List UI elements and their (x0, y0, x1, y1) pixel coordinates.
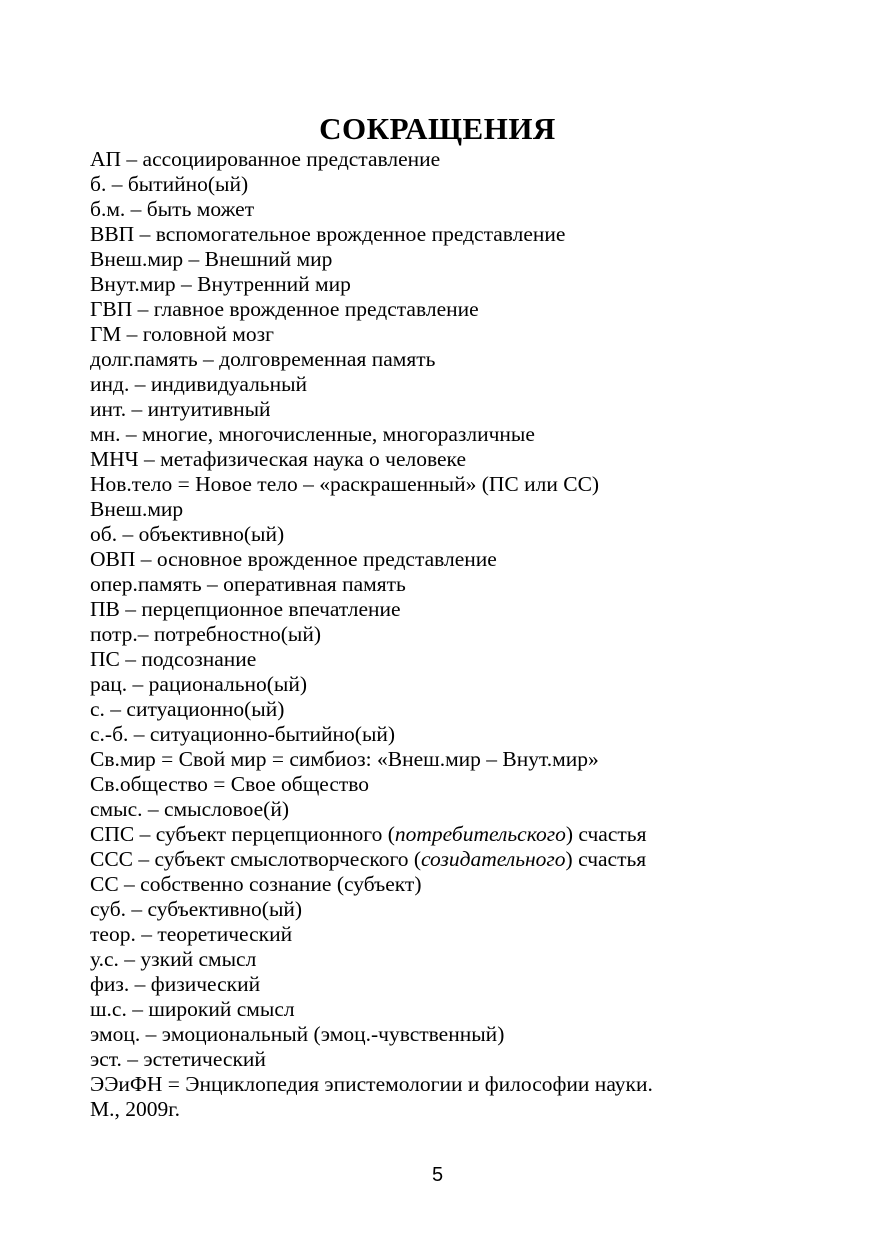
abbreviation-entry: Внеш.мир (90, 497, 184, 521)
abbreviation-entry: инд. – индивидуальный (90, 372, 308, 396)
abbreviation-entry: с.-б. – ситуационно-бытийно(ый) (90, 722, 396, 746)
abbreviation-entry: б. – бытийно(ый) (90, 172, 249, 196)
abbreviation-entry: ГВП – главное врожденное представление (90, 297, 479, 321)
abbreviation-entry: ЭЭиФН = Энциклопедия эпистемологии и философии науки. (90, 1072, 653, 1096)
abbreviation-entry: ВВП – вспомогательное врожденное представление (90, 222, 566, 246)
abbreviation-entry (90, 822, 810, 847)
abbreviation-entry: мн. – многие, многочисленные, многоразличные (90, 422, 535, 446)
abbreviation-entry: долг.память – долговременная память (90, 347, 436, 371)
abbreviation-entry: ш.с. – широкий смысл (90, 997, 295, 1021)
abbreviation-entry: эст. – эстетический (90, 1047, 266, 1071)
entry-text: ) счастья (565, 822, 647, 846)
abbreviation-entry: Внут.мир – Внутренний мир (90, 272, 351, 296)
abbreviation-entry: б.м. – быть может (90, 197, 255, 221)
abbreviation-entry: Нов.тело = Новое тело – «раскрашенный» (ПС или СС) (90, 472, 600, 496)
abbreviation-entry: МНЧ – метафизическая наука о человеке (90, 447, 466, 471)
page-title: СОКРАЩЕНИЯ (319, 110, 556, 146)
abbreviation-entry: Св.общество = Свое общество (90, 772, 370, 796)
abbreviation-entry: СС – собственно сознание (субъект) (90, 872, 422, 896)
abbreviation-list (90, 147, 810, 1122)
entry-text: СПС – субъект перцепционного ( (90, 822, 395, 846)
abbreviation-entry: ПВ – перцепционное впечатление (90, 597, 401, 621)
abbreviation-entry: Св.мир = Свой мир = симбиоз: «Внеш.мир – Внут.мир» (90, 747, 599, 771)
entry-text: ) счастья (565, 847, 647, 871)
abbreviation-entry: АП – ассоциированное представление (90, 147, 441, 171)
abbreviation-entry: М., 2009г. (90, 1097, 181, 1121)
abbreviation-entry: ПС – подсознание (90, 647, 257, 671)
entry-text: ССС – субъект смыслотворческого ( (90, 847, 422, 871)
abbreviation-entry: смыс. – смысловое(й) (90, 797, 290, 821)
abbreviation-entry: с. – ситуационно(ый) (90, 697, 285, 721)
abbreviation-entry: эмоц. – эмоциональный (эмоц.-чувственный) (90, 1022, 505, 1046)
abbreviation-entry: физ. – физический (90, 972, 261, 996)
abbreviation-entry: потр.– потребностно(ый) (90, 622, 321, 646)
abbreviation-entry: рац. – рационально(ый) (90, 672, 308, 696)
abbreviation-entry: у.с. – узкий смысл (90, 947, 257, 971)
abbreviation-entry: опер.память – оперативная память (90, 572, 406, 596)
abbreviation-entry: об. – объективно(ый) (90, 522, 285, 546)
abbreviation-entry: теор. – теоретический (90, 922, 293, 946)
abbreviation-entry: ГМ – головной мозг (90, 322, 274, 346)
abbreviation-entry: ОВП – основное врожденное представление (90, 547, 497, 571)
abbreviation-entry (90, 847, 810, 872)
entry-italic-text: потребительского (394, 822, 566, 846)
page-number: 5 (431, 1164, 444, 1186)
entry-italic-text: созидательного (421, 847, 566, 871)
abbreviation-entry: инт. – интуитивный (90, 397, 271, 421)
abbreviation-entry: Внеш.мир – Внешний мир (90, 247, 333, 271)
abbreviation-entry: суб. – субъективно(ый) (90, 897, 303, 921)
